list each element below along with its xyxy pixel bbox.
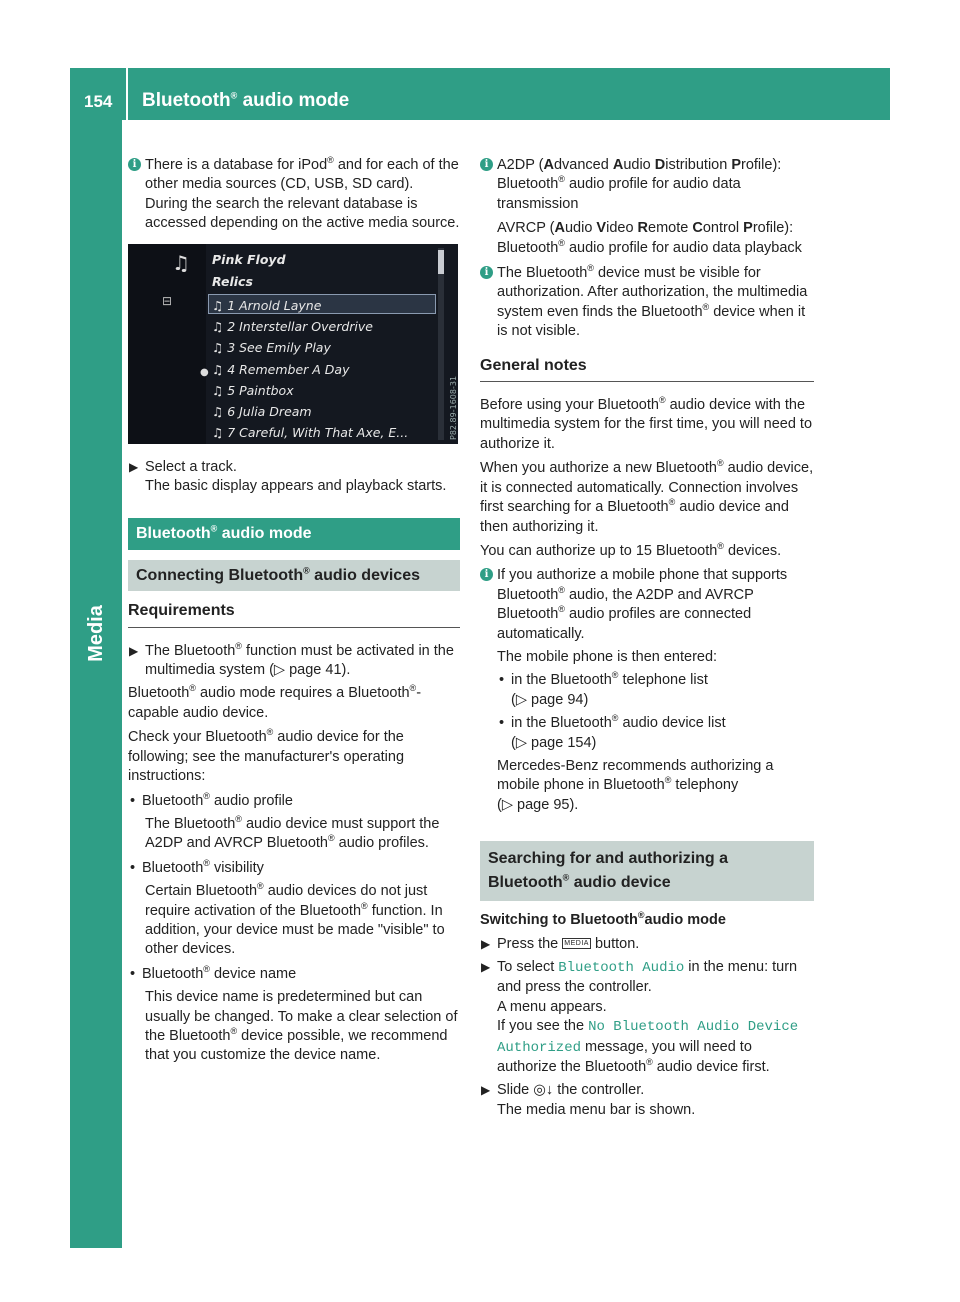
list-item: • Bluetooth® visibility: [128, 859, 460, 878]
side-tab: [70, 120, 122, 1248]
instruction-step: ▶ Slide ◎↓ the controller. The media menu bar is shown.: [481, 1082, 696, 1118]
message-no-device-authorized: No Bluetooth Audio Device Authorized: [497, 1019, 799, 1056]
list-item: • Bluetooth® audio profile: [128, 792, 460, 811]
list-item-detail: Certain Bluetooth® audio devices do not just require activation of the Bluetooth® function. In addition, your device must be made "visible" to other devices.: [145, 881, 445, 958]
page-ref-arrow-icon: ▷: [515, 691, 527, 708]
info-icon: i: [480, 266, 493, 279]
step-arrow-icon: ▶: [481, 1083, 491, 1098]
display-screenshot: [128, 244, 458, 444]
step-arrow-icon: ▶: [129, 459, 139, 474]
left-column: [128, 156, 460, 1071]
menu-item-bluetooth-audio: Bluetooth Audio: [558, 960, 685, 976]
step-arrow-icon: ▶: [129, 643, 139, 658]
page-ref-arrow-icon: ▷: [515, 734, 527, 751]
playing-indicator-icon: ●: [200, 366, 209, 378]
side-tab-label: Media: [84, 604, 107, 662]
track-item[interactable]: ♫ 6 Julia Dream: [212, 403, 312, 419]
info-icon: i: [128, 158, 141, 171]
list-item: • in the Bluetooth® audio device list (▷ page 154): [497, 714, 814, 753]
requirements-heading: Requirements: [128, 601, 460, 627]
right-column: [480, 156, 814, 1124]
info-note: i The Bluetooth® device must be visible for authorization. After authorization, the multimedia system even finds the Bluetooth® device when it is not visible.: [480, 264, 814, 342]
step-arrow-icon: ▶: [481, 960, 491, 974]
step-arrow-icon: ▶: [481, 936, 491, 951]
section-heading: Bluetooth® audio mode: [128, 518, 460, 549]
page-header: [70, 68, 890, 120]
list-item-detail: The Bluetooth® audio device must support the A2DP and AVRCP Bluetooth® audio profiles.: [145, 814, 440, 852]
controller-slide-icon: ◎↓: [533, 1082, 554, 1099]
info-icon: i: [480, 158, 493, 171]
general-notes-heading: General notes: [480, 356, 814, 382]
page-ref-arrow-icon: ▷: [501, 796, 513, 813]
track-item[interactable]: ♫ 5 Paintbox: [212, 382, 294, 398]
body-paragraph: You can authorize up to 15 Bluetooth® devices.: [480, 541, 782, 559]
page-number: 154: [84, 92, 113, 111]
instruction-step: ▶ The Bluetooth® function must be activated in the multimedia system (▷ page 41).: [129, 640, 454, 679]
info-note: i If you authorize a mobile phone that supports Bluetooth® audio, the A2DP and AVRCP Bluetooth® audio profiles are connected automatically. The mobile phone is then entered: • in the Bluetooth® telephone list (▷ page 94) • in the Bluetooth® audio device list (▷ page 154) Mercedes-Benz recommends authorizing a mobile phone in Bluetooth® telephony (▷ page 95).: [480, 566, 814, 815]
list-item: • Bluetooth® device name: [128, 965, 460, 984]
info-note: i A2DP (Advanced Audio Distribution Profile): Bluetooth® audio profile for audio data transmission AVRCP (Audio Video Remote Control Profile): Bluetooth® audio profile for audio data playback: [480, 156, 814, 258]
image-code: P82.89-1608-31: [449, 375, 458, 440]
subsection-heading: Connecting Bluetooth® audio devices: [128, 560, 460, 591]
instruction-step: ▶ Press the MEDIA button.: [480, 935, 814, 954]
list-item-detail: This device name is predetermined but can usually be changed. To make a clear selection of the Bluetooth® device possible, we recommend that you customize the device name.: [145, 989, 458, 1064]
header-divider: [126, 68, 128, 120]
body-paragraph: Before using your Bluetooth® audio device with the multimedia system for the first time, you will need to authorize it.: [480, 395, 813, 452]
page-ref-arrow-icon: ▷: [273, 662, 286, 679]
track-item[interactable]: ♫ 2 Interstellar Overdrive: [212, 318, 373, 334]
body-paragraph: Check your Bluetooth® audio device for the following; see the manufacturer's operating instructions:: [128, 727, 405, 785]
track-item[interactable]: ♫ 3 See Emily Play: [212, 339, 331, 355]
body-paragraph: When you authorize a new Bluetooth® audio device, it is connected automatically. Connection involves first searching for a Bluetooth® audio device and then authorizing it.: [480, 458, 814, 535]
artist-label: Pink Floyd: [212, 251, 286, 267]
media-button-icon: MEDIA: [564, 940, 589, 948]
page-title: Bluetooth® audio mode: [142, 90, 350, 111]
subsection-heading: Searching for and authorizing a Bluetooth® audio device: [480, 841, 814, 901]
instruction-step: ▶ To select Bluetooth Audio in the menu: turn and press the controller. A menu appears. If you see the No Bluetooth Audio Device Authorized message, you will need to authorize the Bluetooth® audio device first.: [481, 959, 799, 1076]
info-note: i There is a database for iPod® and for each of the other media sources (CD, USB, SD card). During the search the relevant database is accessed depending on the active media source.: [128, 156, 460, 234]
procedure-heading: Switching to Bluetooth®audio mode: [480, 910, 726, 929]
track-item[interactable]: ♫ 1 Arnold Layne: [212, 297, 322, 313]
track-item[interactable]: ♫ 7 Careful, With That Axe, E...: [212, 424, 409, 440]
instruction-step: ▶ Select a track. The basic display appears and playback starts.: [129, 458, 447, 495]
track-item[interactable]: ♫ 4 Remember A Day: [212, 361, 350, 377]
body-paragraph: Bluetooth® audio mode requires a Bluetooth®-capable audio device.: [128, 683, 422, 721]
album-label: Relics: [212, 273, 253, 289]
music-note-icon: ♫: [172, 250, 190, 275]
info-icon: i: [480, 568, 493, 581]
list-item: • in the Bluetooth® telephone list (▷ page 94): [497, 671, 814, 710]
folder-icon: ⊟: [162, 293, 173, 308]
